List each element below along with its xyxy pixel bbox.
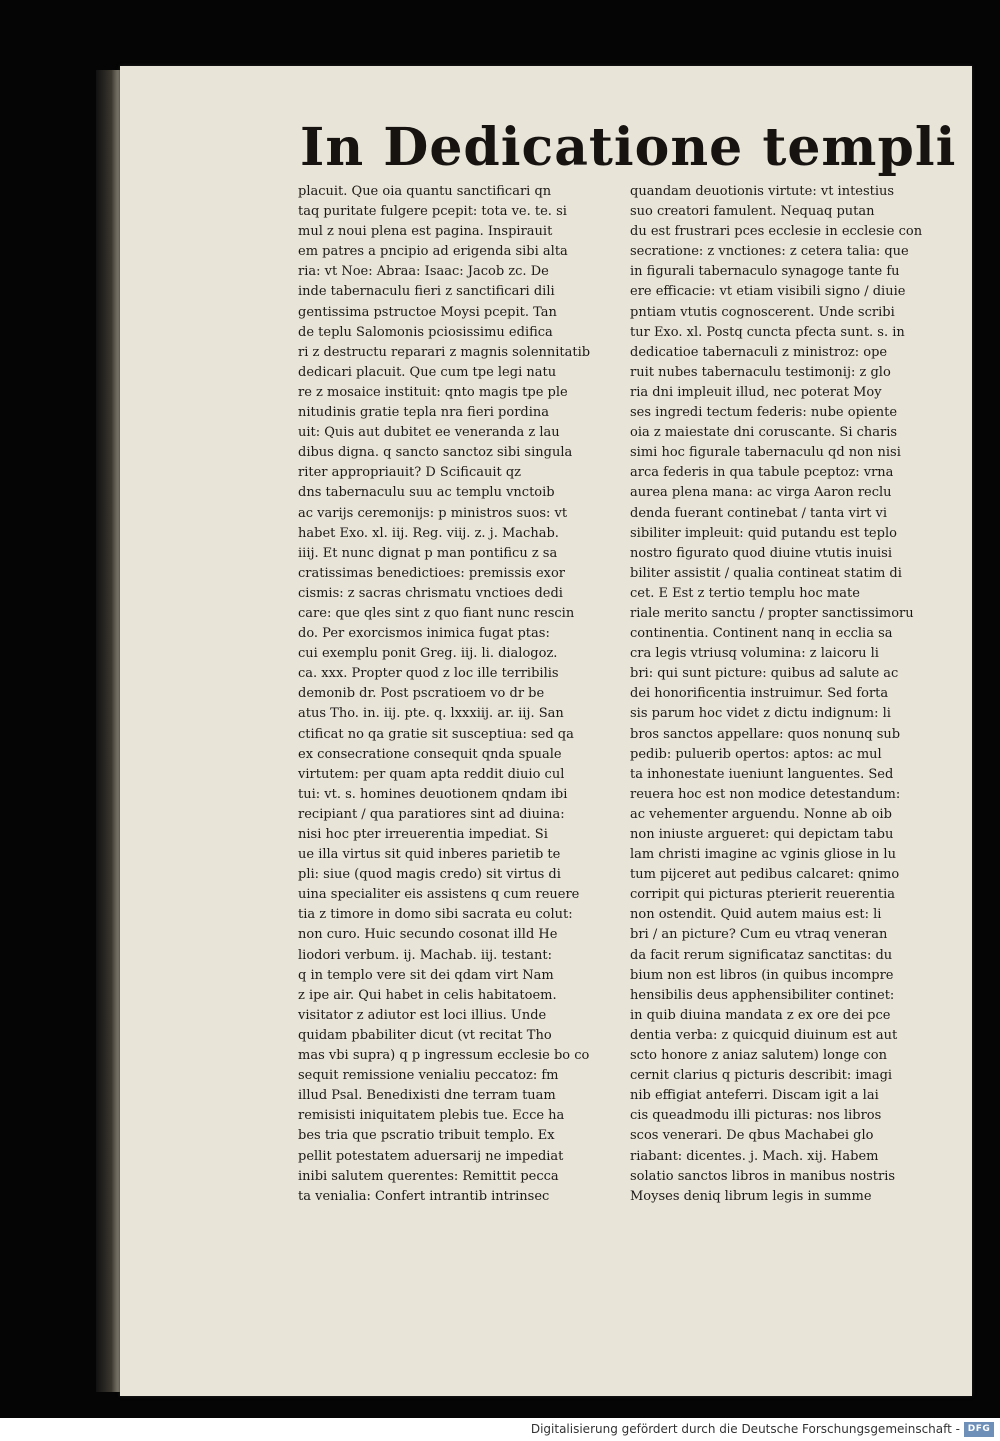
text-line: arca federis in qua tabule pceptoz: vrna (630, 465, 894, 481)
text-line: da facit rerum significataz sanctitas: du (630, 947, 893, 963)
text-line: non ostendit. Quid autem maius est: li (630, 907, 882, 923)
text-line: secratione: z vnctiones: z cetera talia: que (630, 244, 909, 260)
text-line: inibi salutem querentes: Remittit pecca (298, 1168, 559, 1184)
text-line: care: que qles sint z quo fiant nunc rescin (298, 605, 575, 621)
text-line: em patres a pncipio ad erigenda sibi alta (298, 244, 568, 260)
text-line: cis queadmodu illi picturas: nos libros (630, 1108, 882, 1124)
text-line: bros sanctos appellare: quos nonunq sub (630, 726, 901, 742)
funding-notice: Digitalisierung gefördert durch die Deutsche Forschungsgemeinschaft - (530, 1422, 960, 1436)
footer-bar (0, 1418, 1000, 1441)
text-line: ere efficacie: vt etiam visibili signo / diuie (630, 284, 906, 300)
text-line: uit: Quis aut dubitet ee veneranda z lau (298, 425, 560, 441)
text-line: nitudinis gratie tepla nra fieri pordina (298, 405, 550, 421)
text-line: bri / an picture? Cum eu vtraq veneran (630, 927, 888, 943)
text-line: ri z destructu reparari z magnis solennitatib (298, 344, 591, 360)
text-line: remisisti iniquitatem plebis tue. Ecce ha (298, 1108, 565, 1124)
text-line: ex consecratione consequit qnda spuale (298, 746, 562, 762)
text-line: non curo. Huic secundo cosonat illd He (298, 927, 558, 943)
text-line: pedib: puluerib opertos: aptos: ac mul (630, 746, 882, 762)
text-line: tum pijceret aut pedibus calcaret: qnimo (630, 867, 900, 883)
text-line: in quib diuina mandata z ex ore dei pce (630, 1007, 891, 1023)
text-line: corripit qui picturas pterierit reuerentia (630, 887, 896, 903)
text-line: gentissima pstructoe Moysi pcepit. Tan (298, 304, 557, 320)
text-line: continentia. Continent nanq in ecclia sa (630, 626, 893, 642)
text-line: mul z noui plena est pagina. Inspirauit (298, 224, 553, 240)
text-line: placuit. Que oia quantu sanctificari qn (298, 184, 552, 199)
text-line: virtutem: per quam apta reddit diuio cul (298, 766, 565, 782)
text-line: cra legis vtriusq volumina: z laicoru li (630, 646, 879, 662)
text-line: z ipe air. Qui habet in celis habitatoem. (298, 987, 557, 1003)
page-heading: In Dedicatione templi (300, 117, 957, 178)
text-line: Moyses deniq librum legis in summe (630, 1188, 872, 1204)
text-line: riter appropriauit? D Scificauit qz (298, 465, 522, 481)
text-line: ac varijs ceremonijs: p ministros suos: vt (298, 505, 568, 521)
text-line: denda fuerant continebat / tanta virt vi (630, 505, 888, 521)
text-line: pli: siue (quod magis credo) sit virtus di (298, 867, 561, 883)
text-line: habet Exo. xl. iij. Reg. viij. z. j. Machab. (298, 525, 559, 541)
text-line: mas vbi supra) q p ingressum ecclesie bo co (298, 1048, 590, 1064)
text-line: uina specialiter eis assistens q cum reuere (298, 887, 580, 903)
text-line: dedicatioe tabernaculi z ministroz: ope (630, 344, 888, 360)
text-line: do. Per exorcismos inimica fugat ptas: (298, 626, 550, 642)
text-line: tur Exo. xl. Postq cuncta pfecta sunt. s. in (630, 324, 905, 340)
text-line: bes tria que pscratio tribuit templo. Ex (298, 1128, 555, 1144)
text-line: cet. E Est z tertio templu hoc mate (630, 585, 860, 601)
text-line: ruit nubes tabernaculu testimonij: z glo (630, 364, 891, 380)
text-line: iiij. Et nunc dignat p man pontificu z sa (298, 545, 558, 561)
text-line: solatio sanctos libros in manibus nostris (630, 1168, 896, 1184)
text-line: dei honorificentia instruimur. Sed forta (630, 686, 889, 702)
text-line: sis parum hoc videt z dictu indignum: li (630, 706, 891, 722)
text-line: dns tabernaculu suu ac templu vnctoib (298, 485, 555, 501)
text-line: biliter assistit / qualia contineat statim di (630, 565, 902, 581)
text-line: ca. xxx. Propter quod z loc ille terribilis (298, 666, 559, 682)
text-line: atus Tho. in. iij. pte. q. lxxxiij. ar. iij. San (298, 706, 564, 722)
text-line: taq puritate fulgere pcepit: tota ve. te. si (298, 204, 567, 220)
text-line: sibiliter impleuit: quid putandu est teplo (630, 525, 897, 541)
text-line: nisi hoc pter irreuerentia impediat. Si (298, 827, 548, 842)
dfg-logo: DFG (964, 1422, 994, 1437)
text-line: ria dni impleuit illud, nec poterat Moy (630, 384, 882, 400)
text-line: re z mosaice instituit: qnto magis tpe ple (298, 384, 568, 400)
text-line: tia z timore in domo sibi sacrata eu colut: (298, 907, 573, 923)
text-column-left (298, 182, 626, 1204)
text-line: oia z maiestate dni coruscante. Si charis (630, 425, 898, 441)
text-line: dedicari placuit. Que cum tpe legi natu (298, 364, 557, 380)
text-line: inde tabernaculu fieri z sanctificari dili (298, 284, 555, 300)
text-line: ta venialia: Confert intrantib intrinsec (298, 1188, 550, 1204)
text-line: cui exemplu ponit Greg. iij. li. dialogoz. (298, 646, 558, 662)
text-line: scto honore z aniaz salutem) longe con (630, 1048, 887, 1064)
text-line: pntiam vtutis cognoscerent. Unde scribi (630, 304, 895, 320)
text-line: riale merito sanctu / propter sanctissimoru (630, 605, 914, 621)
text-line: de teplu Salomonis pciosissimu edifica (298, 324, 553, 340)
text-line: recipiant / qua paratiores sint ad diuina: (298, 806, 565, 822)
text-line: lam christi imagine ac vginis gliose in lu (630, 847, 896, 863)
text-line: aurea plena mana: ac virga Aaron reclu (630, 485, 892, 501)
text-line: in figurali tabernaculo synagoge tante fu (630, 264, 900, 280)
text-line: demonib dr. Post pscratioem vo dr be (298, 686, 545, 702)
text-line: cernit clarius q picturis describit: imagi (630, 1068, 893, 1084)
text-line: tui: vt. s. homines deuotionem qndam ibi (298, 786, 568, 802)
text-line: liodori verbum. ij. Machab. iij. testant: (298, 947, 552, 963)
text-line: dibus digna. q sancto sanctoz sibi singula (298, 445, 573, 461)
text-line: quidam pbabiliter dicut (vt recitat Tho (298, 1027, 552, 1043)
text-line: du est frustrari pces ecclesie in ecclesie con (630, 224, 923, 240)
text-line: ria: vt Noe: Abraa: Isaac: Jacob zc. De (298, 264, 549, 280)
text-line: sequit remissione venialiu peccatoz: fm (298, 1068, 559, 1084)
text-line: quandam deuotionis virtute: vt intestius (630, 184, 895, 199)
text-line: ac vehementer arguendu. Nonne ab oib (630, 806, 892, 822)
text-line: q in templo vere sit dei qdam virt Nam (298, 967, 554, 983)
text-line: visitator z adiutor est loci illius. Unde (298, 1007, 547, 1023)
text-line: bri: qui sunt picture: quibus ad salute ac (630, 666, 899, 682)
text-column-right (630, 182, 966, 1204)
text-line: simi hoc figurale tabernaculu qd non nisi (630, 445, 901, 461)
text-line: reuera hoc est non modice detestandum: (630, 786, 901, 802)
text-line: hensibilis deus apphensibiliter continet: (630, 987, 895, 1003)
text-line: ctificat no qa gratie sit susceptiua: sed qa (298, 726, 574, 742)
text-line: scos venerari. De qbus Machabei glo (630, 1128, 874, 1144)
text-line: non iniuste argueret: qui depictam tabu (630, 827, 894, 842)
text-line: nib effigiat anteferri. Discam igit a lai (630, 1088, 879, 1104)
text-line: suo creatori famulent. Nequaq putan (630, 204, 875, 220)
text-line: dentia verba: z quicquid diuinum est aut (630, 1027, 898, 1043)
text-line: ta inhonestate iueniunt languentes. Sed (630, 766, 894, 782)
text-line: riabant: dicentes. j. Mach. xij. Habem (630, 1148, 879, 1164)
text-line: ue illa virtus sit quid inberes parietib te (298, 847, 561, 863)
text-line: cismis: z sacras chrismatu vnctioes dedi (298, 585, 563, 601)
text-line: cratissimas benedictioes: premissis exor (298, 565, 566, 581)
text-line: ses ingredi tectum federis: nube opiente (630, 405, 898, 421)
text-line: bium non est libros (in quibus incompre (630, 967, 894, 983)
text-line: nostro figurato quod diuine vtutis inuisi (630, 545, 892, 561)
text-line: pellit potestatem aduersarij ne impediat (298, 1148, 564, 1164)
text-line: illud Psal. Benedixisti dne terram tuam (298, 1088, 556, 1104)
